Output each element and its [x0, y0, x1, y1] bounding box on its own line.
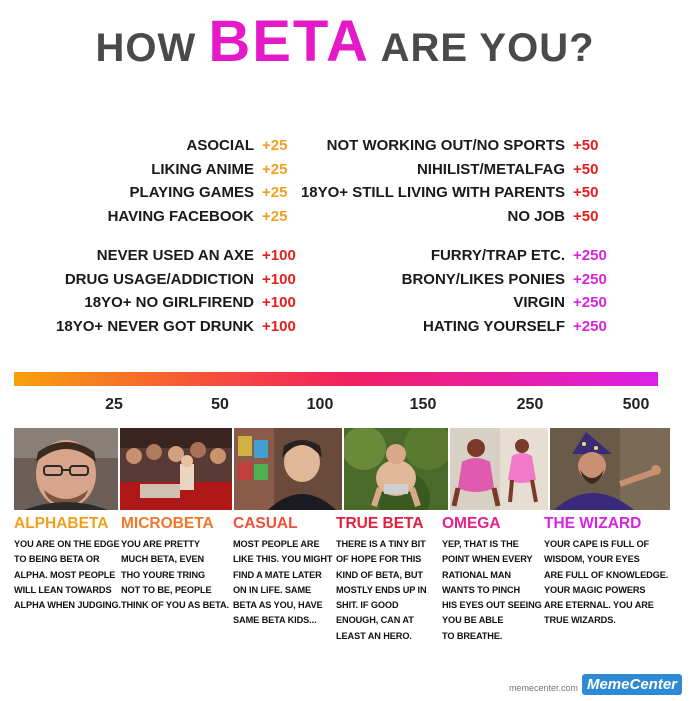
category-name: TRUE BETA: [336, 515, 424, 532]
trait-row: DRUG USAGE/ADDICTION +100: [64, 270, 296, 288]
traits-left-bottom: [56, 244, 307, 338]
category-description: MOST PEOPLE ARE LIKE THIS. YOU MIGHT FIND A MATE LATER ON IN LIFE. SAME BETA AS YOU, HAVE SAME BETA KIDS...: [233, 539, 333, 626]
category-description: YOUR CAPE IS FULL OF WISDOM, YOUR EYES ARE FULL OF KNOWLEDGE. YOUR MAGIC POWERS ARE ETERNAL. YOU ARE TRUE WIZARDS.: [544, 539, 669, 626]
true-beta-photo: [344, 428, 448, 510]
traits-left-top: [108, 134, 307, 228]
traits-right-top: [301, 134, 618, 228]
trait-row: HAVING FACEBOOK +25: [107, 207, 288, 225]
trait-row: NIHILIST/METALFAG +50: [416, 160, 599, 178]
category-description: YOU ARE ON THE EDGE TO BEING BETA OR ALPHA. MOST PEOPLE WILL LEAN TOWARDS ALPHA WHEN JUDGING.: [14, 539, 121, 611]
trait-row: NOT WORKING OUT/NO SPORTS +50: [326, 137, 599, 154]
trait-row: LIKING ANIME +25: [151, 160, 288, 178]
trait-row: 18YO+ NEVER GOT DRUNK +100: [56, 317, 296, 335]
title-highlight: BETA: [208, 9, 370, 74]
page-title: [0, 8, 690, 75]
watermark: [509, 674, 682, 695]
category-alphabeta: [14, 514, 124, 613]
title-suffix: ARE YOU?: [369, 26, 595, 70]
category-microbeta: [121, 514, 231, 613]
memecenter-logo: MemeCenter: [582, 674, 682, 695]
trait-row: FURRY/TRAP ETC. +250: [430, 247, 607, 264]
scale-tick: 50: [211, 396, 229, 413]
scale-tick: 250: [516, 396, 544, 413]
wizard-photo: [550, 428, 670, 510]
category-wizard: [544, 514, 669, 629]
trait-row: VIRGIN +250: [513, 294, 607, 311]
category-name: ALPHABETA: [14, 515, 109, 532]
scale-end-cap: [654, 372, 658, 386]
trait-row: HATING YOURSELF +250: [423, 317, 607, 335]
category-name: CASUAL: [233, 515, 298, 532]
category-description: YEP, THAT IS THE POINT WHEN EVERY RATIONAL MAN WANTS TO PINCH HIS EYES OUT SEEING YOU BE ABLE TO BREATHE.: [442, 539, 542, 641]
trait-row: ASOCIAL +25: [186, 137, 288, 154]
microbeta-photo: [120, 428, 232, 510]
category-omega: [442, 514, 552, 644]
category-description: YOU ARE PRETTY MUCH BETA, EVEN THO YOURE TRING NOT TO BE, PEOPLE THINK OF YOU AS BETA.: [121, 539, 229, 611]
scale-ticks: [0, 396, 690, 420]
scale-tick: 25: [105, 396, 123, 413]
watermark-url: memecenter.com: [508, 683, 578, 693]
trait-row: PLAYING GAMES +25: [129, 184, 288, 201]
category-true-beta: [336, 514, 446, 644]
trait-row: NO JOB +50: [507, 207, 599, 225]
trait-row: NEVER USED AN AXE +100: [96, 247, 296, 264]
scale-tick: 150: [409, 396, 437, 413]
traits-right-bottom: [402, 244, 618, 338]
photo-strip: [14, 428, 670, 510]
title-prefix: HOW: [95, 26, 209, 70]
casual-photo: [234, 428, 342, 510]
category-name: THE WIZARD: [544, 515, 642, 532]
category-description: THERE IS A TINY BIT OF HOPE FOR THIS KIND OF BETA, BUT MOSTLY ENDS UP IN SHIT. IF GOOD ENOUGH, CAN AT LEAST AN HERO.: [336, 539, 427, 641]
category-name: MICROBETA: [121, 515, 214, 532]
beta-scale-bar: [14, 372, 654, 386]
scale-tick: 100: [306, 396, 334, 413]
category-casual: [233, 514, 343, 629]
alphabeta-photo: [14, 428, 118, 510]
trait-row: 18YO+ NO GIRLFIREND +100: [84, 294, 296, 311]
omega-photo: [450, 428, 548, 510]
trait-row: BRONY/LIKES PONIES +250: [401, 270, 607, 288]
category-name: OMEGA: [442, 515, 501, 532]
scale-tick: 500: [622, 396, 650, 413]
trait-row: 18YO+ STILL LIVING WITH PARENTS +50: [300, 184, 599, 201]
